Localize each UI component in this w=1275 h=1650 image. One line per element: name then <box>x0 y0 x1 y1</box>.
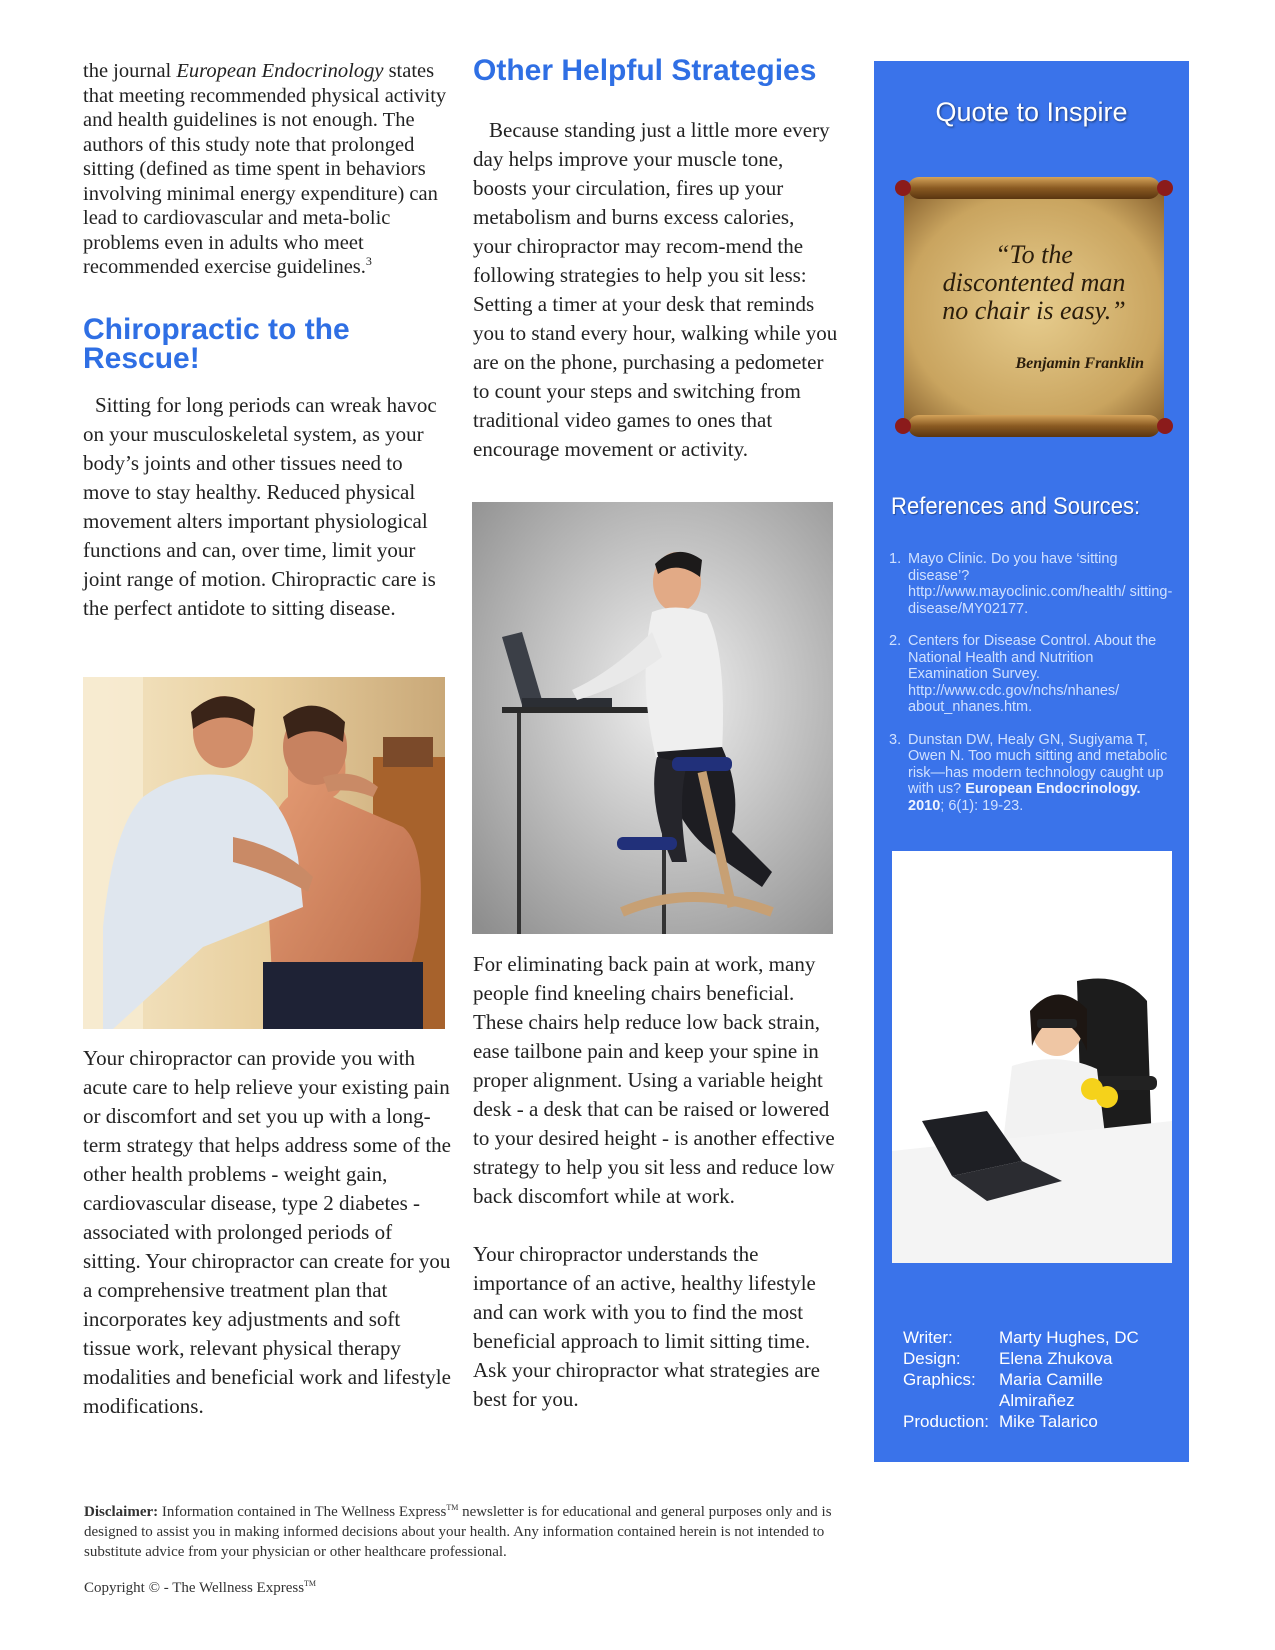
credit-label: Design: <box>903 1349 961 1368</box>
credit-value: Marty Hughes, DC <box>999 1328 1139 1347</box>
woman-exercising-photo <box>892 851 1172 1263</box>
sidebar <box>874 61 1189 1462</box>
closing-paragraph: Your chiropractor understands the importance of an active, healthy lifestyle and can work with you to find the most beneficial approach to limit sitting time. Ask your chiropractor what strategies are best for you. <box>473 1242 820 1411</box>
strategies-paragraph: Because standing just a little more every day helps improve your muscle tone, boosts your circulation, fires up your metabolism and burns excess calories, your chiropractor may recom-mend the following strategies to help you sit less: Setting a timer at your desk that reminds you to stand every hour, walking while you are on the phone, purchasing a pedometer to count your steps and switching from traditional video games to ones that encourage movement or activity. <box>473 118 838 461</box>
reference-text-post: ; 6(1): 19-23. <box>940 797 1024 814</box>
copyright <box>84 1580 316 1597</box>
journal-name: European Endocrinology <box>176 60 384 82</box>
disclaimer <box>84 1502 854 1562</box>
heading-chiropractic-rescue <box>83 312 453 375</box>
intro-text-post: states that meeting recommended physical activity and health guidelines is not enough. The authors of this study note that prolonged sitting (defined as time spent in behaviors involving minimal energy expenditure) can lead to cardiovascular and meta-bolic problems even in adults who meet recommended exercise guidelines. <box>83 60 447 278</box>
reference-number: 1. <box>889 551 902 567</box>
heading-line-1: Chiropractic to the <box>83 312 350 346</box>
credit-value: Elena Zhukova <box>999 1349 1113 1368</box>
credit-value: Maria Camille <box>999 1370 1103 1389</box>
quote-line-1: “To the <box>995 240 1073 269</box>
disclaimer-text-1: Information contained in The Wellness Express <box>158 1504 447 1520</box>
woman-exercising-illustration <box>892 851 1172 1263</box>
credit-row <box>903 1411 1139 1432</box>
reference-text: Centers for Disease Control. About the National Health and Nutrition Examination Survey. http://www.cdc.gov/nchs/nhanes/ about_nhanes.htm. <box>908 633 1157 715</box>
column-middle <box>473 56 838 464</box>
quote-line-3: no chair is easy.” <box>942 296 1126 325</box>
credit-label <box>903 1390 999 1411</box>
quote-author: Benjamin Franklin <box>1015 355 1144 372</box>
column-left-bottom <box>83 1044 453 1421</box>
credit-value: Almirañez <box>999 1391 1075 1410</box>
copyright-text: Copyright © - The Wellness Express <box>84 1580 305 1596</box>
intro-text-pre: the journal <box>83 60 177 82</box>
rescue-paragraph: Sitting for long periods can wreak havoc on your musculoskeletal system, as your body’s joints and other tissues need to move to stay healthy. Reduced physical movement alters important physiological functions and can, over time, limit your joint range of motion. Chiropractic care is the perfect antidote to sitting disease. <box>83 392 437 620</box>
chiropractor-adjustment-photo <box>83 677 445 1029</box>
heading-helpful-strategies: Other Helpful Strategies <box>473 54 817 87</box>
quote-line-2: discontented man <box>942 268 1126 297</box>
heading-line-2: Rescue! <box>83 341 200 375</box>
kneeling-chair-illustration <box>472 502 833 934</box>
kneeling-chair-photo <box>472 502 833 934</box>
column-middle-bottom <box>473 950 838 1414</box>
kneeling-chair-paragraph: For eliminating back pain at work, many people find kneeling chairs beneficial. These chairs help reduce low back strain, ease tailbone pain and keep your spine in proper alignment. Using a variable height desk - a desk that can be raised or lowered to your desired height - is another effective strategy to help you sit less and reduce low back discomfort while at work. <box>473 952 835 1208</box>
credits <box>903 1327 1139 1432</box>
references-list <box>889 551 1174 830</box>
reference-number: 2. <box>889 633 902 649</box>
trademark-mark: TM <box>446 1503 459 1512</box>
credit-label: Graphics: <box>903 1370 976 1389</box>
quote-title: Quote to Inspire <box>935 97 1128 127</box>
quote-text <box>894 241 1174 325</box>
credit-row <box>903 1369 1139 1390</box>
reference-journal: European Endocrinology. 2010 <box>908 781 1141 814</box>
intro-paragraph <box>83 59 453 280</box>
treatment-paragraph: Your chiropractor can provide you with acute care to help relieve your existing pain or discomfort and set you up with a long-term strategy that helps address some of the other health problems - weight gain, cardiovascular disease, type 2 diabetes - associated with prolonged periods of sitting. Your chiropractor can create for you a comprehensive treatment plan that incorporates key adjustments and soft tissue work, relevant physical therapy modalities and beneficial work and lifestyle modifications. <box>83 1046 451 1418</box>
reference-item <box>889 633 1174 716</box>
reference-text-pre: Dunstan DW, Healy GN, Sugiyama T, Owen N. Too much sitting and metabolic risk—has modern technology caught up with us? <box>908 731 1168 797</box>
credit-row <box>903 1327 1139 1348</box>
credit-value: Mike Talarico <box>999 1412 1098 1431</box>
trademark-mark: TM <box>304 1579 317 1588</box>
credit-label: Writer: <box>903 1328 953 1347</box>
citation-mark: 3 <box>365 254 372 269</box>
references-title: References and Sources: <box>891 493 1141 520</box>
disclaimer-text-2: newsletter is for educational and general purposes only and is designed to assist you in making informed decisions about your health. Any information contained herein is not intended to substitute advice from your physician or other healthcare professional. <box>84 1504 832 1560</box>
column-left <box>83 59 453 623</box>
credit-row <box>903 1390 1139 1411</box>
disclaimer-label: Disclaimer: <box>84 1504 159 1520</box>
reference-item <box>889 732 1174 815</box>
credit-label: Production: <box>903 1412 989 1431</box>
reference-item <box>889 551 1174 617</box>
quote-scroll <box>894 163 1174 453</box>
credit-row <box>903 1348 1139 1369</box>
chiropractor-illustration <box>83 677 445 1029</box>
reference-text: Mayo Clinic. Do you have ‘sitting disease’? http://www.mayoclinic.com/health/ sitting-disease/MY02177. <box>908 551 1173 617</box>
reference-text <box>908 732 1174 815</box>
reference-number: 3. <box>889 731 902 748</box>
